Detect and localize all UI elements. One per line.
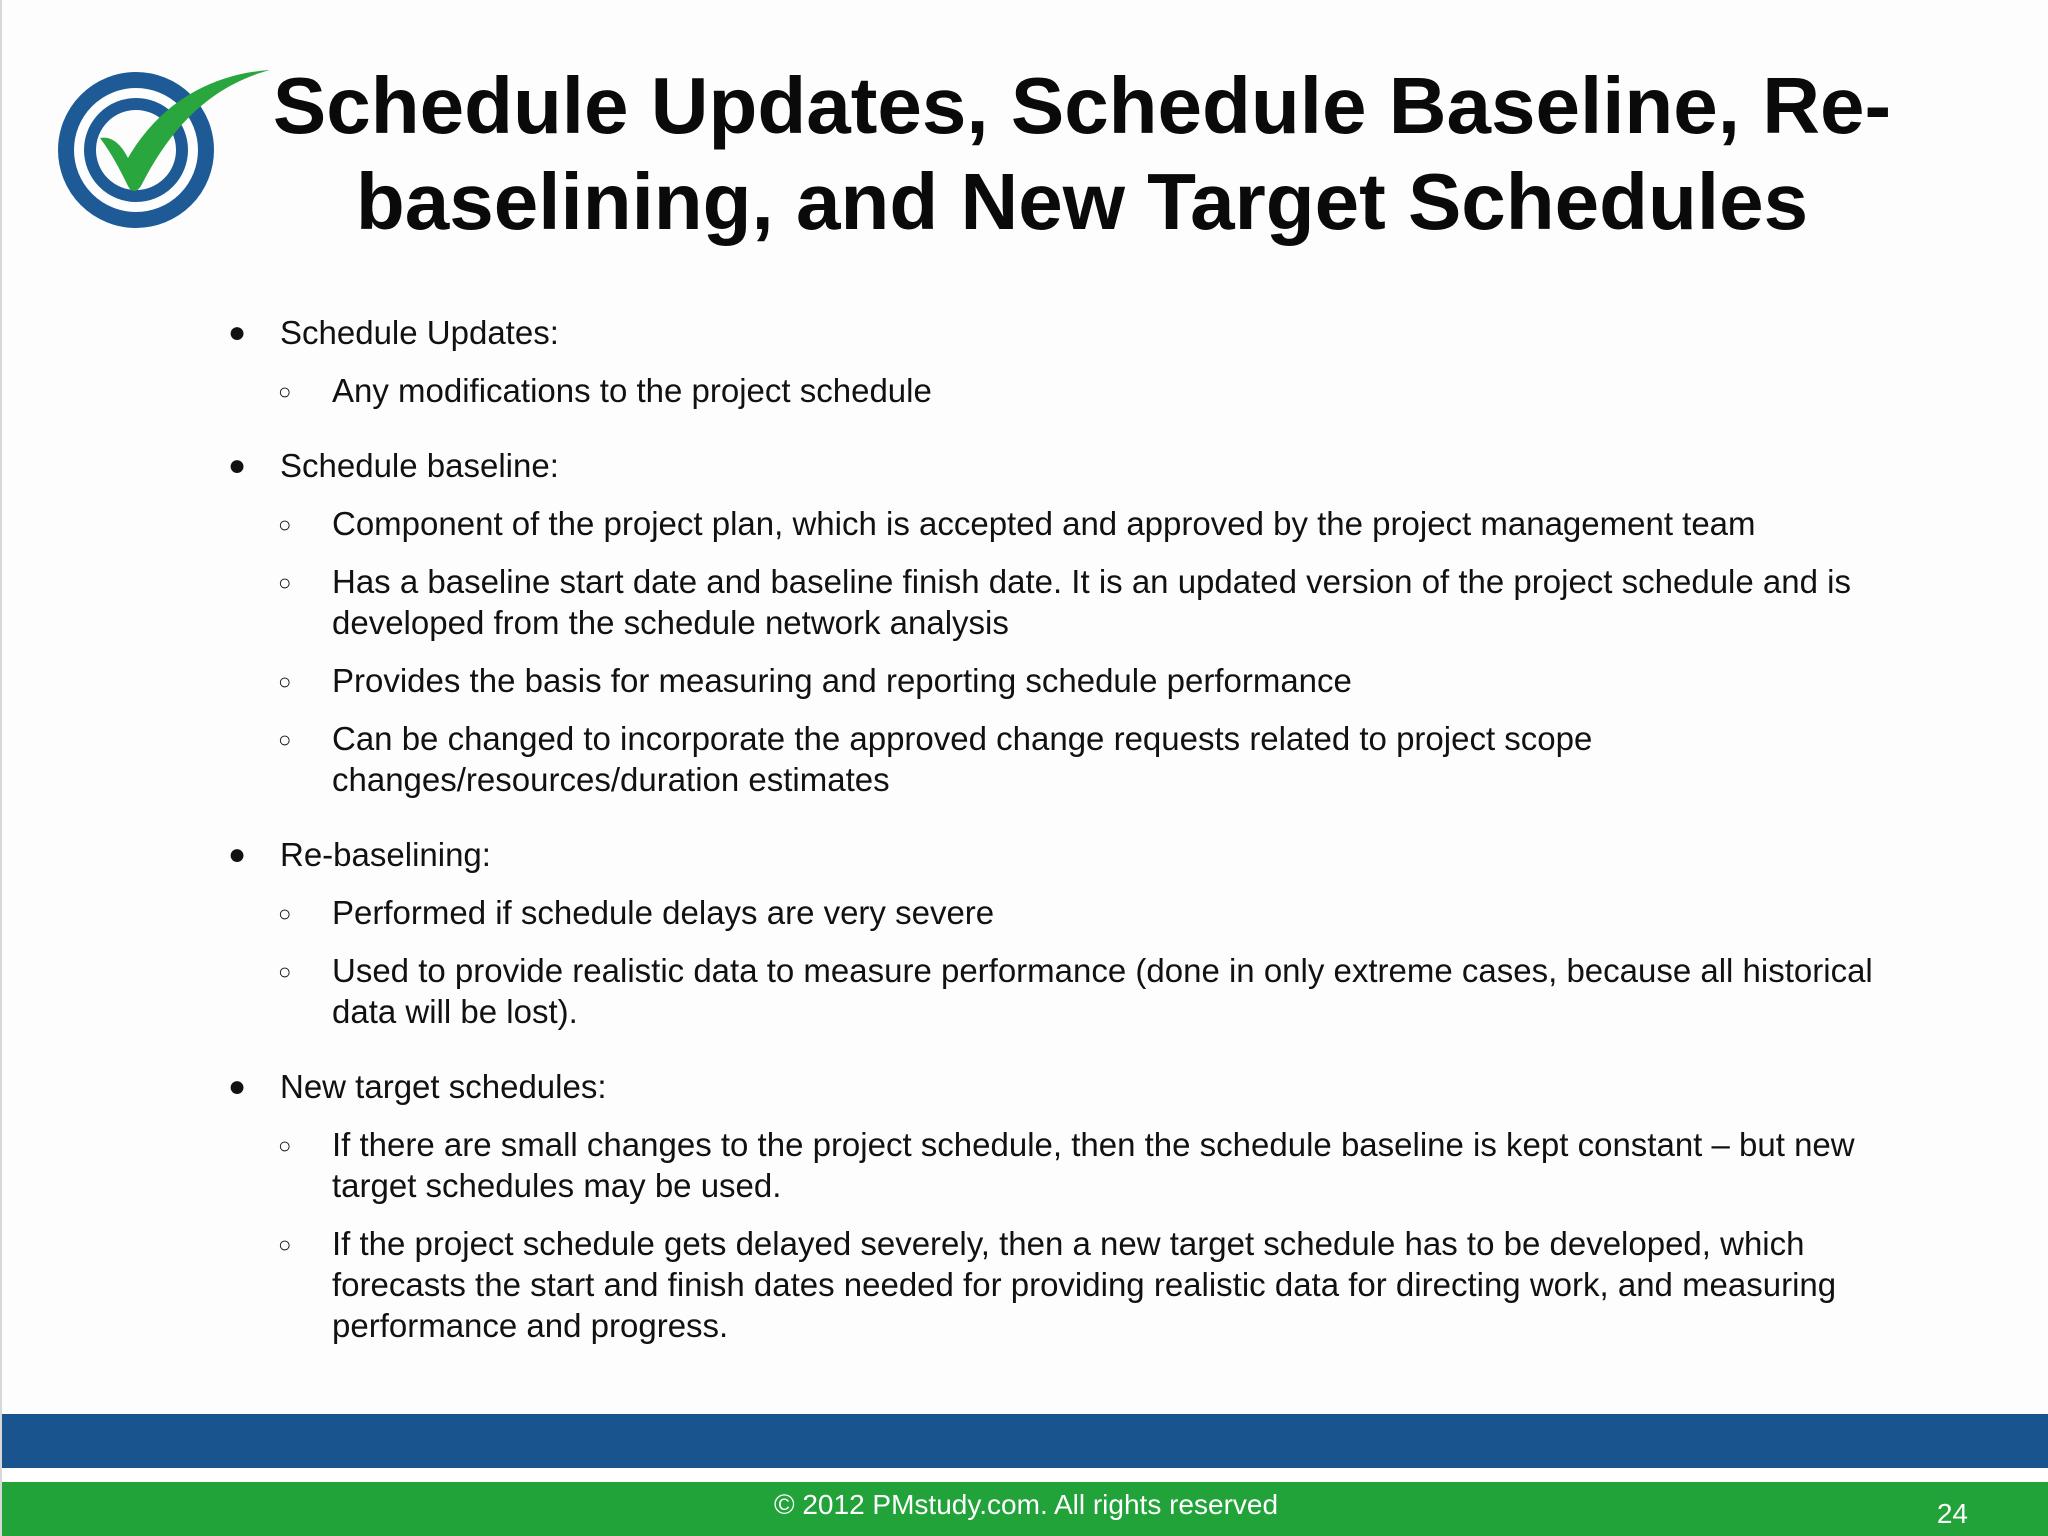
sub-bullet-icon: ○ [278, 512, 292, 537]
bullet-icon: ● [228, 1070, 247, 1103]
sub-bullet-icon: ○ [278, 570, 292, 595]
list-item [276, 1223, 1924, 1346]
list-item [276, 660, 1924, 701]
list-item-text: If the project schedule gets delayed severely, then a new target schedule has to be developed, which forecasts the start and finish dates needed for providing realistic data for directing work, and measuring performance and progress. [332, 1225, 1837, 1344]
bullet-list [224, 312, 1924, 1346]
list-item [276, 561, 1924, 643]
bullet-icon: ● [228, 449, 247, 482]
title-line-2: baselining, and New Target Schedules [355, 157, 1809, 246]
sub-bullet-icon: ○ [278, 727, 292, 752]
section-heading-text: Re-baselining: [280, 836, 491, 873]
section-heading-text: Schedule baseline: [280, 447, 559, 484]
list-item-text: Component of the project plan, which is accepted and approved by the project management team [332, 505, 1756, 542]
section-heading-text: New target schedules: [280, 1068, 607, 1105]
list-item-text: Any modifications to the project schedule [332, 372, 932, 409]
title-line-1: Schedule Updates, Schedule Baseline, Re- [272, 61, 1892, 150]
checkmark-logo-icon [58, 66, 278, 236]
list-item-text: Performed if schedule delays are very severe [332, 894, 995, 931]
sub-bullet-icon: ○ [278, 1133, 292, 1158]
list-item-text: Used to provide realistic data to measure performance (done in only extreme cases, because all historical data will be lost). [332, 952, 1873, 1030]
list-item-text: Has a baseline start date and baseline finish date. It is an updated version of the project schedule and is developed from the schedule network analysis [332, 563, 1851, 641]
copyright-text: © 2012 PMstudy.com. All rights reserved [773, 1489, 1279, 1520]
footer-divider [2, 1468, 2048, 1482]
footer-blue-band [2, 1414, 2048, 1468]
list-item-text: If there are small changes to the project schedule, then the schedule baseline is kept constant – but new target schedules may be used. [332, 1126, 1855, 1204]
section-heading [224, 312, 1924, 353]
page-number: 24 [1936, 1498, 1968, 1529]
bullet-icon: ● [228, 838, 247, 871]
list-item-text: Provides the basis for measuring and reporting schedule performance [332, 662, 1352, 699]
sub-bullet-icon: ○ [278, 669, 292, 694]
sub-bullet-icon: ○ [278, 959, 292, 984]
sub-bullet-icon: ○ [278, 379, 292, 404]
list-item [276, 370, 1924, 411]
list-item-text: Can be changed to incorporate the approved change requests related to project scope changes/resources/duration estimates [332, 720, 1593, 798]
page-title [252, 58, 1912, 250]
section-heading [224, 1066, 1924, 1107]
list-item [276, 950, 1924, 1032]
section-heading-text: Schedule Updates: [280, 314, 559, 351]
section-heading [224, 445, 1924, 486]
section-heading [224, 834, 1924, 875]
list-item [276, 1124, 1924, 1206]
list-item [276, 892, 1924, 933]
bullet-icon: ● [228, 316, 247, 349]
list-item [276, 503, 1924, 544]
sub-bullet-icon: ○ [278, 1232, 292, 1257]
sub-bullet-icon: ○ [278, 901, 292, 926]
list-item [276, 718, 1924, 800]
